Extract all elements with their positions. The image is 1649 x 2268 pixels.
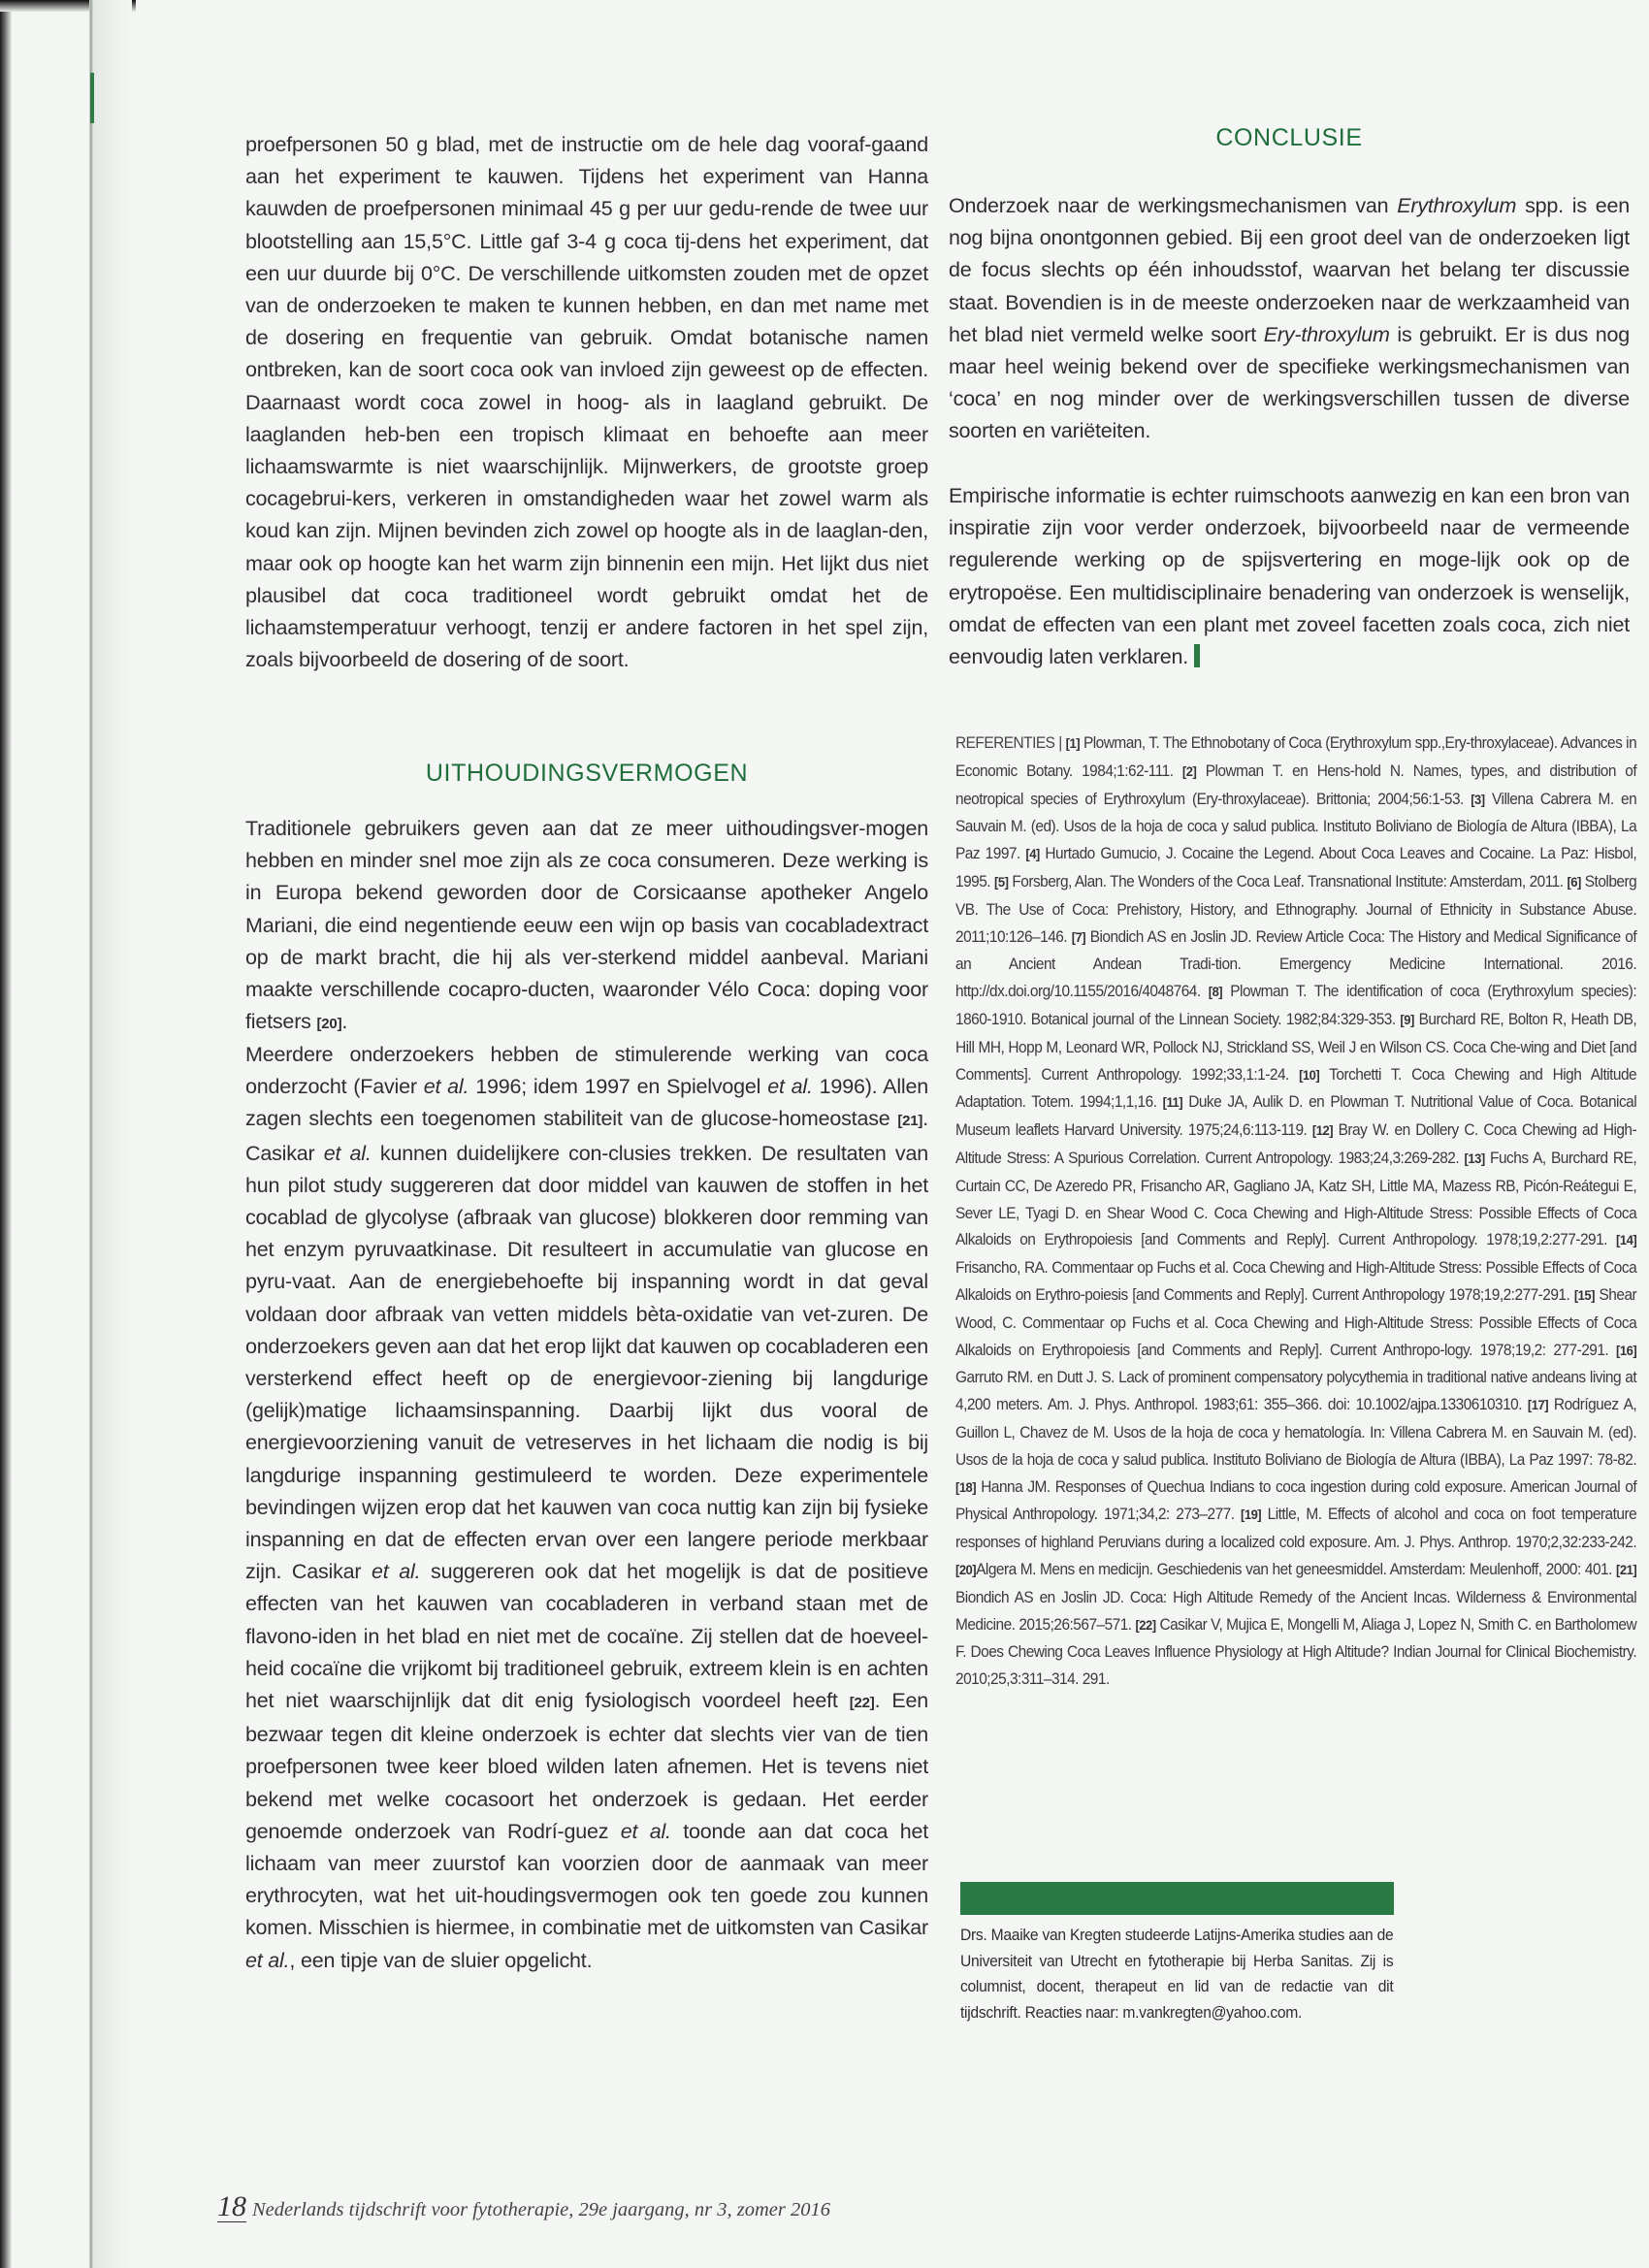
reference-text: Plowman T. en Hens-hold N. Names, types, and distribution of neotropical species of Erythroxylum (Ery-throxylaceae). Brittonia; 2004;56:1-53.: [955, 761, 1637, 808]
page-edge-shadow: [0, 0, 12, 2268]
text-fragment: spp. is een nog bijna onontgonnen gebied. Bij een groot deel van de onderzoeken ligt de focus slechts op één inhoudsstof, waarvan het belang ter discussie staat. Bovendien is in de meeste onderzoeken naar de werkzaamheid van het blad niet vermeld welke soort: [949, 194, 1630, 346]
reference-number: [17]: [1527, 1397, 1549, 1413]
references-text: [955, 729, 1636, 1693]
page-footer: [217, 2190, 830, 2223]
reference-text: Burchard RE, Bolton R, Heath DB, Hill MH, Hopp M, Leonard WR, Pollock NJ, Strickland SS, Weil J en Wilson CS. Coca Che-wing and Diet [and Comments]. Current Anthropology. 1992;33,1:1-24.: [955, 1009, 1637, 1084]
endurance-paragraph-1: [245, 813, 928, 1040]
citation-ref-20: [20]: [316, 1016, 342, 1033]
genus-name: Erythroxylum: [1397, 194, 1517, 217]
reference-number: [12]: [1311, 1122, 1334, 1139]
intro-paragraph: proefpersonen 50 g blad, met de instructie om de hele dag vooraf-gaand aan het experiment te kauwen. Tijdens het experiment van Hanna kauwden de proefpersonen minimaal 45 g per uur gedu-rende de twee uur blootstelling aan 15,5°C. Little gaf 3-4 g coca tij-dens het experiment, dat een uur duurde bij 0°C. De verschillende uitkomsten zouden met de opzet van de onderzoeken te maken te kunnen hebben, en dan met name met de dosering en frequentie van gebruik. Omdat botanische namen ontbreken, kan de soort coca ook van invloed zijn geweest op de effecten. Daarnaast wordt coca zowel in hoog- als in laagland gebruikt. De laaglanden heb-ben een tropisch klimaat en behoefte aan meer lichaamswarmte is niet waarschijnlijk. Mijnwerkers, de grootste groep cocagebrui-kers, verkeren in omstandigheden waar het zowel warm als koud kan zijn. Mijnen bevinden zich zowel op hoogte als in de laaglan-den, maar ook op hoogte kan het warm zijn binnenin een mijn. Het lijkt dus niet plausibel dat coca traditioneel wordt gebruikt omdat het de lichaamstemperatuur verhoogt, tenzij er andere factoren in het spel zijn, zoals bijvoorbeeld de dosering of de soort.: [245, 133, 928, 672]
text-fragment: suggereren ook dat het mogelijk is dat de positieve effecten van het kauwen van cocabladeren in verband staan met de flavono-iden in het blad en niet met de cocaïne. Zij stellen dat de hoeveel-heid cocaïne die vrijkomt bij traditioneel gebruik, extreem klein is en achten het niet waarschijnlijk dat dit enig fysiologisch voordeel heeft: [245, 1560, 928, 1713]
et-al: et al.: [245, 1948, 290, 1972]
reference-text: Biondich AS en Joslin JD. Review Article Coca: The History and Medical Significance of an Ancient Andean Tradi-tion. Emergency Medicine International. 2016. http://dx.doi.org/10.1155/2016/4048764.: [955, 926, 1637, 1001]
reference-text: Algera M. Mens en medicijn. Geschiedenis van het geneesmiddel. Amsterdam: Meulenhoff, 2000: 401.: [976, 1559, 1617, 1578]
reference-number: [18]: [955, 1478, 977, 1495]
genus-name: Ery-throxylum: [1263, 322, 1390, 346]
section-heading-conclusie: CONCLUSIE: [1215, 124, 1363, 151]
references-block: [955, 729, 1649, 1693]
punct: .: [341, 1010, 348, 1034]
text-fragment: , een tipje van de sluier opgelicht.: [289, 1948, 593, 1972]
page-number: 18: [217, 2190, 246, 2222]
text-fragment: kunnen duidelijkere con-clusies trekken. De resultaten van hun pilot study suggereren dat door middel van kauwen de stoffen in het cocablad de glycolyse (afbraak van glucose) blokkeren door remming van het enzym pyruvaatkinase. Dit resulteert in accumulatie van glucose en pyru-vaat. Aan de energiebehoefte bij inspanning wordt in dat geval voldaan door afbraak van vetten middels bèta-oxidatie van vet-zuren. De onderzoekers geven aan dat het erop lijkt dat kauwen op cocabladeren een versterkend effect heeft op de energievoor-ziening bij langdurige (gelijk)matige lichaamsinspanning. Daarbij lijkt dus vooral de energievoorziening vanuit de vetreserves in het lichaam die nodig is bij langdurige inspanning gestimuleerd te worden. Deze experimentele bevindingen wijzen erop dat het kauwen van coca nuttig kan zijn bij fysieke inspanning en dat de effecten ervan over een langere periode merkbaar zijn. Casikar: [245, 1141, 928, 1584]
section-heading-uithoudingsvermogen: UITHOUDINGSVERMOGEN: [425, 760, 749, 787]
et-al: et al.: [423, 1075, 469, 1099]
reference-text: Frisancho, RA. Commentaar op Fuchs et al. Coca Chewing and High-Altitude Stress: Possible Effects of Coca Alkaloids on Erythro-poiesis [and Comments and Reply]. Current Anthropology 1978;19,2:277-291.: [955, 1258, 1637, 1304]
reference-text: Little, M. Effects of alcohol and coca on foot temperature responses of highland Peruvians during a localized cold exposure. Am. J. Phys. Anthrop. 1970;2,32:233-242.: [955, 1505, 1637, 1552]
reference-text: Garruto RM. en Dutt J. S. Lack of prominent compensatory polycythemia in traditional native andeans living at 4,200 meters. Am. J. Phys. Anthropol. 1983;61: 355–366. doi: 10.1002/ajpa.1330610310.: [955, 1368, 1637, 1414]
reference-number: [21]: [1616, 1561, 1637, 1577]
reference-number: [16]: [1616, 1342, 1637, 1358]
conclusion-paragraph-2: [949, 480, 1630, 673]
author-bio: Drs. Maaike van Kregten studeerde Latijns-Amerika studies aan de Universiteit van Utrecht en fytotherapie bij Herba Sanitas. Zij is columnist, docent, therapeut en lid van de redactie van dit tijdschrift. Reacties naar: m.vankregten@yahoo.com.: [960, 1926, 1394, 2022]
reference-text: Shear Wood, C. Commentaar op Fuchs et al. Coca Chewing and High-Altitude Stress: Possible Effects of Coca Alkaloids on Erythropoiesis [and Comments and Reply]. Current Anthropo-logy. 1978;19,2: 277-291.: [955, 1284, 1637, 1359]
reference-text: Duke JA, Aulik D. en Plowman T. Nutritional Value of Coca. Botanical Museum leaflets Harvard University. 1975;24,6:113-119.: [955, 1092, 1637, 1140]
text-fragment: Meerdere onderzoekers hebben de stimulerende werking van coca onderzocht (Favier: [245, 1043, 928, 1099]
reference-text: Stolberg VB. The Use of Coca: Prehistory, History, and Ethnography. Journal of Ethnicity in Substance Abuse. 2011;10:126–146.: [955, 871, 1637, 946]
journal-line: Nederlands tijdschrift voor fytotherapie, 29e jaargang, nr 3, zomer 2016: [252, 2199, 830, 2220]
text-fragment: . Casikar: [245, 1107, 928, 1165]
author-bio-bar: [960, 1882, 1394, 1915]
spine-color-mark: [90, 73, 94, 123]
reference-number: [7]: [1071, 928, 1086, 945]
text-fragment: 1996). Allen zagen slechts een toegenomen stabiliteit van de glucose-homeostase: [245, 1075, 928, 1131]
spine-line: [89, 0, 93, 2268]
reference-text: Hurtado Gumucio, J. Cocaine the Legend. About Coca Leaves and Cocaine. La Paz: Hisbol, 1995.: [955, 844, 1637, 891]
reference-text: Fuchs A, Burchard RE, Curtain CC, De Azeredo PR, Frisancho AR, Gagliano JA, Katz SH, Little MA, Mazess RB, Picón-Reátegui E, Sever LE, Tyagi D. en Shear Wood C. Coca Chewing and High-Altitude Stress: Possible Effects of Coca Alkaloids on Erythropoiesis [and Comments and Reply]. Current Anthropology. 1978;19,2:277-291.: [955, 1148, 1637, 1249]
text-fragment: Empirische informatie is echter ruimschoots aanwezig en kan een bron van inspiratie zijn voor verder onderzoek, bijvoorbeeld naar de vermeende regulerende werking op de spijsvertering en moge-lijk ook op de erytropoëse. Een multidisciplinaire benadering van onderzoek is wenselijk, omdat de effecten van een plant met zoveel facetten zoals coca, zich niet eenvoudig laten verklaren.: [949, 484, 1630, 669]
reference-number: [11]: [1162, 1094, 1183, 1111]
references-label: REFERENTIES |: [955, 733, 1066, 752]
reference-text: Hanna JM. Responses of Quechua Indians to coca ingestion during cold exposure. American Journal of Physical Anthropology. 1971;34,2: 273–277.: [955, 1476, 1637, 1524]
et-al: et al.: [372, 1560, 421, 1584]
et-al: et al.: [323, 1141, 372, 1165]
reference-number: [13]: [1464, 1150, 1485, 1166]
text-fragment: . Een bezwaar tegen dit kleine onderzoek is echter dat slechts vier van de tien proefpersonen twee keer bloed wilden laten afnemen. Het is tevens niet bekend met welke cocasoort het onderzoek is gedaan. Het eerder genoemde onderzoek van Rodrí-guez: [245, 1689, 928, 1843]
conclusion-paragraph-1: [949, 190, 1630, 448]
reference-text: Plowman T. The identification of coca (Erythroxylum species): 1860-1910. Botanical journal of the Linnean Society. 1982;84:329-353.: [955, 982, 1637, 1028]
endurance-text: Traditionele gebruikers geven aan dat ze meer uithoudingsver-mogen hebben en minder snel moe zijn als ze coca consumeren. Deze werking is in Europa bekend geworden door de Corsicaanse apotheker Angelo Mariani, die eind negentiende eeuw een wijn op basis van cocabladextract op de markt bracht, die hij als ver-sterkend middel aanbeval. Mariani maakte verschillende cocapro-ducten, waaronder Vélo Coca: doping voor fietsers: [245, 817, 928, 1034]
reference-number: [5]: [994, 873, 1009, 890]
reference-text: Plowman, T. The Ethnobotany of Coca (Erythroxylum spp.,Ery-throxylaceae). Advances in Economic Botany. 1984;1:62-111.: [955, 733, 1637, 780]
reference-number: [15]: [1573, 1286, 1595, 1303]
reference-text: Biondich AS en Joslin JD. Coca: High Altitude Remedy of the Ancient Incas. Wilderness & Environmental Medicine. 2015;26:567–571.: [955, 1587, 1637, 1634]
reference-number: [19]: [1241, 1507, 1262, 1523]
endurance-paragraph-2: [245, 1039, 928, 1977]
gutter-fold: [93, 0, 132, 2268]
reference-number: [20]: [955, 1561, 977, 1577]
reference-number: [2]: [1181, 762, 1197, 779]
reference-number: [6]: [1567, 873, 1581, 890]
citation-ref-21: [21]: [897, 1113, 923, 1130]
reference-number: [3]: [1471, 791, 1485, 807]
reference-number: [14]: [1616, 1232, 1637, 1248]
reference-text: Forsberg, Alan. The Wonders of the Coca Leaf. Transnational Institute: Amsterdam, 2011.: [1008, 871, 1568, 891]
end-of-article-mark: [1194, 644, 1200, 667]
reference-number: [9]: [1400, 1011, 1414, 1027]
reference-text: Bray W. en Dollery C. Coca Chewing ad High-Altitude Stress: A Spurious Correlation. Current Antropology. 1983;24,3:269-282.: [955, 1120, 1637, 1167]
reference-text: Villena Cabrera M. en Sauvain M. (ed). Usos de la hoja de coca y salud publica. Instituto Boliviano de Biología de Altura (IBBA), La Paz 1997.: [955, 789, 1637, 863]
reference-number: [10]: [1299, 1066, 1320, 1083]
text-fragment: 1996; idem 1997 en Spielvogel: [469, 1075, 768, 1099]
text-fragment: is gebruikt. Er is dus nog maar heel weinig bekend over de specifieke werkingsmechanismen van ‘coca’ en nog minder over de werkingsverschillen tussen de diverse soorten en variëteiten.: [949, 322, 1630, 443]
reference-text: Casikar V, Mujica E, Mongelli M, Aliaga J, Lopez N, Smith C. en Bartholomew F. Does Chewing Coca Leaves Influence Physiology at High Altitude? Indian Journal for Clinical Biochemistry. 2010;25,3:311–314. 291.: [955, 1614, 1637, 1689]
et-al: et al.: [767, 1075, 813, 1099]
text-fragment: Onderzoek naar de werkingsmechanismen van: [949, 194, 1398, 217]
reference-text: Torchetti T. Coca Chewing and High Altitude Adaptation. Totem. 1994;1,1,16.: [955, 1064, 1637, 1112]
reference-number: [22]: [1135, 1616, 1156, 1633]
reference-number: [1]: [1065, 735, 1081, 751]
reference-number: [8]: [1208, 984, 1223, 1000]
text-fragment: toonde aan dat coca het lichaam van meer zuurstof kan voorzien door de aanmaak van meer erythrocyten, wat het uit-houdingsvermogen ook ten goede zou kunnen komen. Misschien is hiermee, in combinatie met de uitkomsten van Casikar: [245, 1819, 928, 1940]
et-al: et al.: [620, 1819, 671, 1843]
reference-text: Rodríguez A, Guillon L, Chavez de M. Usos de la hoja de coca y hematología. In: Villena Cabrera M. en Sauvain M. (ed). Usos de la hoja de coca y salud publica. Instituto Boliviano de Biología de Altura (IBBA), La Paz 1997: 78-82.: [955, 1395, 1637, 1469]
reference-number: [4]: [1025, 846, 1040, 862]
citation-ref-22: [22]: [849, 1695, 875, 1712]
